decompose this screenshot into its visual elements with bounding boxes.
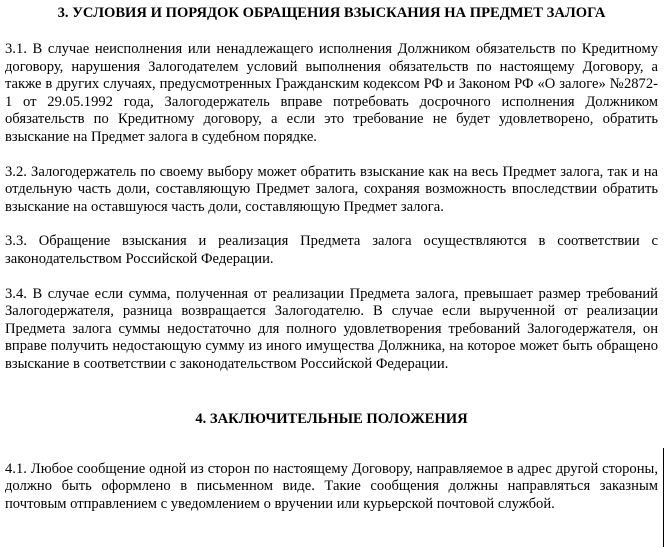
paragraph-3-4: 3.4. В случае если сумма, полученная от реализации Предмета залога, превышает размер требований Залогодержателя, разница возвращается Залогодателю. В случае если вырученной от реализации Предмета залога суммы недостаточно для полного удовлетворения требований Залогодержателя, он вправе получить недостающую сумму из иного имущества Должника, на которое может быть обращено взыскание в соответствии с законодательством Российской Федерации. [5,285,658,372]
section-3-title: 3. УСЛОВИЯ И ПОРЯДОК ОБРАЩЕНИЯ ВЗЫСКАНИЯ НА ПРЕДМЕТ ЗАЛОГА [57,5,606,21]
page-edge-line [663,448,664,547]
paragraph-3-3: 3.3. Обращение взыскания и реализация Предмета залога осуществляются в соответствии с законодательством Российской Федерации. [5,233,658,267]
paragraph-3-2: 3.2. Залогодержатель по своему выбору может обратить взыскание как на весь Предмет залога, так и на отдельную часть доли, составляющую Предмет залога, сохраняя возможность впоследствии обратить взыскание на оставшуюся часть доли, составляющую Предмет залога. [5,163,658,215]
section-4-title: 4. ЗАКЛЮЧИТЕЛЬНЫЕ ПОЛОЖЕНИЯ [195,410,468,427]
paragraph-3-1: 3.1. В случае неисполнения или ненадлежащего исполнения Должником обязательств по Кредитному договору, нарушения Залогодателем условий выполнения обязательств по настоящему Договору, а также в других случаях, предусмотренных Гражданским кодексом РФ и Законом РФ «О залоге» №2872-1 от 29.05.1992 года, Залогодержатель вправе потребовать досрочного исполнения Должником обязательств по Кредитному договору, а если это требование не будет удовлетворено, обратить взыскание на Предмет залога в судебном порядке. [5,41,658,145]
paragraph-4-1: 4.1. Любое сообщение одной из сторон по настоящему Договору, направляемое в адрес другой стороны, должно быть оформлено в письменном виде. Такие сообщения должны направляться заказным почтовым отправлением с уведомлением о вручении или курьерской почтовой службой. [5,460,658,512]
